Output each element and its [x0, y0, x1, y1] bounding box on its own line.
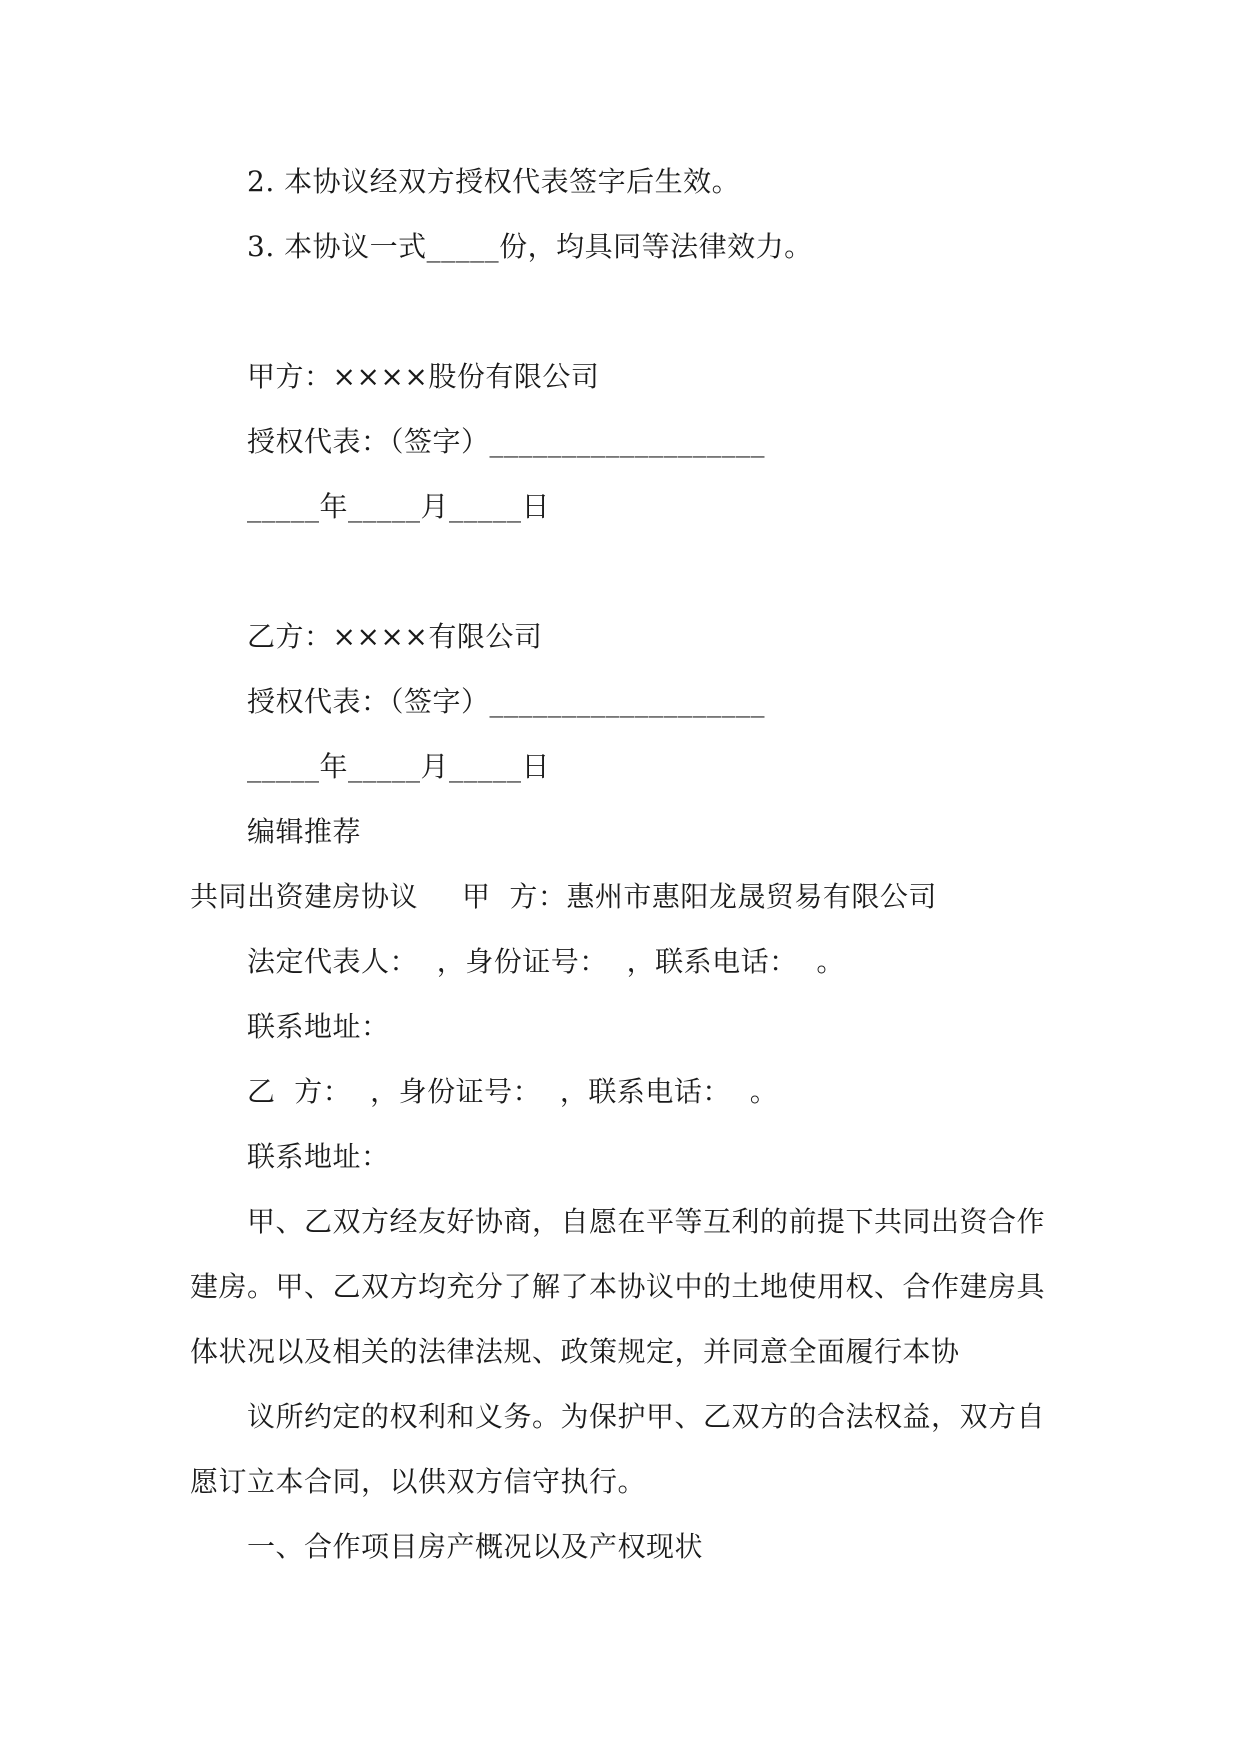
agreement-title-line — [190, 880, 937, 914]
section-1-heading: 一、合作项目房产概况以及产权现状 — [247, 1530, 704, 1563]
clause-item-2: 2. 本协议经双方授权代表签字后生效。 — [247, 165, 741, 198]
party-b-date: _____年_____月_____日 — [247, 750, 551, 783]
party-b-name: 乙方：××××有限公司 — [247, 620, 543, 653]
party-a-representative: 授权代表：（签字）___________________ — [247, 425, 766, 458]
paragraph-2-line-1: 议所约定的权利和义务。为保护甲、乙双方的合法权益，双方自 — [247, 1400, 1046, 1433]
party-a-name: 甲方：××××股份有限公司 — [247, 360, 600, 393]
paragraph-1-line-2: 建房。甲、乙双方均充分了解了本协议中的土地使用权、合作建房具 — [190, 1270, 1046, 1303]
paragraph-1-line-1: 甲、乙双方经友好协商，自愿在平等互利的前提下共同出资合作 — [247, 1205, 1046, 1238]
party-b-address: 联系地址： — [247, 1140, 390, 1173]
party-b-line: 乙 方： ，身份证号： ，联系电话： 。 — [247, 1075, 779, 1108]
paragraph-2-line-2: 愿订立本合同，以供双方信守执行。 — [190, 1465, 647, 1498]
party-a-address: 联系地址： — [247, 1010, 390, 1043]
paragraph-1-line-3: 体状况以及相关的法律法规、政策规定，并同意全面履行本协 — [190, 1335, 960, 1368]
party-a-legal-rep: 法定代表人： ，身份证号： ，联系电话： 。 — [247, 945, 845, 978]
recommendation-heading: 编辑推荐 — [247, 815, 362, 848]
agreement-title: 共同出资建房协议 — [190, 880, 419, 913]
clause-item-3: 3. 本协议一式_____份，均具同等法律效力。 — [247, 230, 813, 263]
party-a-date: _____年_____月_____日 — [247, 490, 551, 523]
party-b-representative: 授权代表：（签字）___________________ — [247, 685, 766, 718]
party-a-label: 甲 方：惠州市惠阳龙晟贸易有限公司 — [462, 880, 937, 913]
